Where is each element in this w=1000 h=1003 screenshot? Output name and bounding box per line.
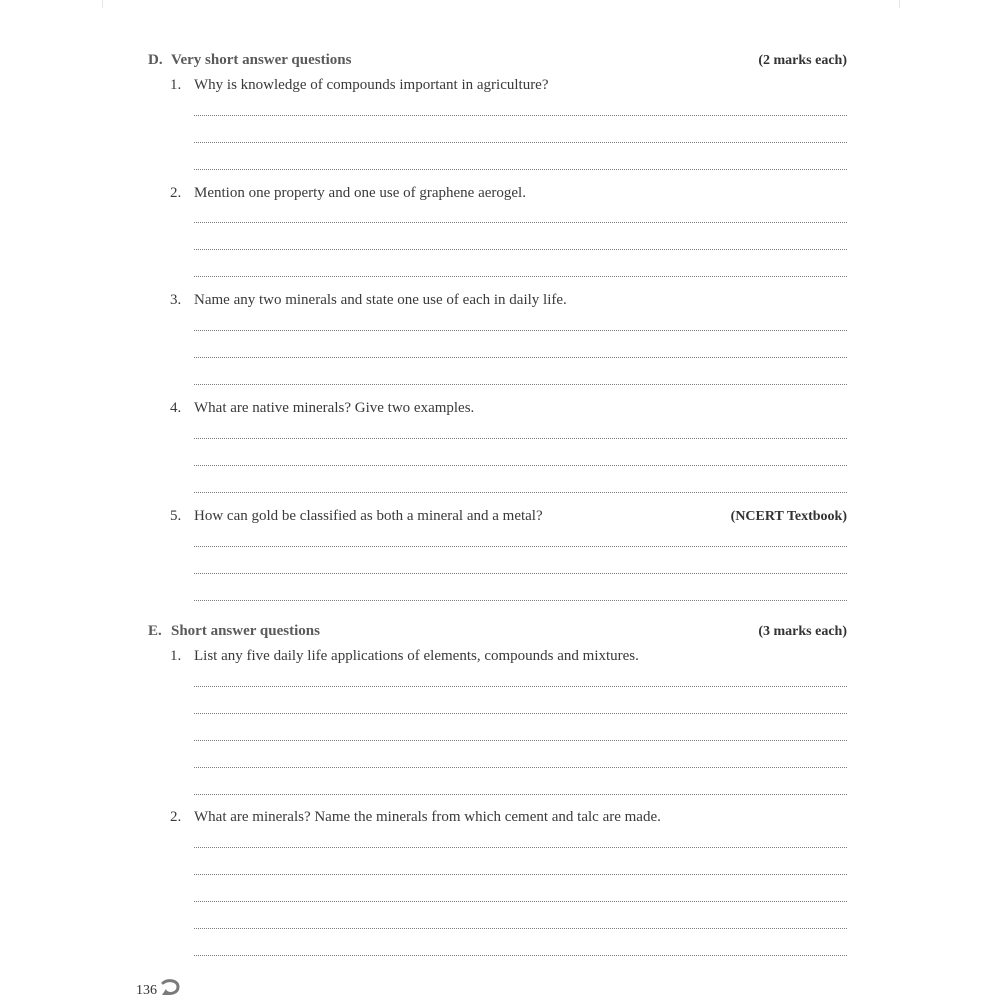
question-number: 2.	[170, 185, 182, 201]
answer-line[interactable]	[194, 740, 847, 741]
section-d-title-wrap	[148, 52, 351, 69]
answer-line[interactable]	[194, 115, 847, 116]
question-text: Name any two minerals and state one use of each in daily life.	[194, 292, 567, 308]
question-number: 1.	[170, 648, 182, 664]
question-e1-wrap	[170, 648, 639, 665]
question-d2	[170, 185, 847, 202]
section-e-title-wrap	[148, 623, 320, 640]
question-d4-wrap	[170, 400, 474, 417]
question-text: Why is knowledge of compounds important in agriculture?	[194, 77, 549, 93]
question-text: What are native minerals? Give two examples.	[194, 400, 475, 416]
section-e-marks: (3 marks each)	[758, 624, 847, 639]
question-text: What are minerals? Name the minerals from which cement and talc are made.	[194, 809, 661, 825]
question-text: How can gold be classified as both a mineral and a metal?	[194, 508, 543, 524]
section-e-header	[148, 623, 847, 640]
answer-line[interactable]	[194, 955, 847, 956]
question-e2-wrap	[170, 809, 661, 826]
question-number: 4.	[170, 400, 182, 416]
section-d-title: Very short answer questions	[171, 52, 352, 68]
question-d1	[170, 77, 847, 94]
question-number: 1.	[170, 77, 182, 93]
answer-line[interactable]	[194, 546, 847, 547]
answer-line[interactable]	[194, 492, 847, 493]
question-source: (NCERT Textbook)	[730, 509, 847, 524]
section-e-title: Short answer questions	[171, 623, 320, 639]
answer-line[interactable]	[194, 438, 847, 439]
section-e-letter: E.	[148, 623, 162, 639]
page-edge-marks	[102, 0, 900, 8]
question-number: 5.	[170, 508, 182, 524]
answer-line[interactable]	[194, 686, 847, 687]
page-number: 136	[136, 982, 157, 998]
answer-line[interactable]	[194, 901, 847, 902]
answer-line[interactable]	[194, 794, 847, 795]
answer-line[interactable]	[194, 249, 847, 250]
answer-line[interactable]	[194, 222, 847, 223]
question-d2-wrap	[170, 185, 526, 202]
question-d4	[170, 400, 847, 417]
answer-line[interactable]	[194, 847, 847, 848]
answer-line[interactable]	[194, 713, 847, 714]
answer-line[interactable]	[194, 573, 847, 574]
question-text: List any five daily life applications of elements, compounds and mixtures.	[194, 648, 639, 664]
question-d3-wrap	[170, 292, 567, 309]
answer-line[interactable]	[194, 330, 847, 331]
answer-line[interactable]	[194, 465, 847, 466]
question-d5-wrap	[170, 508, 543, 525]
answer-line[interactable]	[194, 600, 847, 601]
question-number: 2.	[170, 809, 182, 825]
question-d3	[170, 292, 847, 309]
answer-line[interactable]	[194, 767, 847, 768]
question-d1-wrap	[170, 77, 549, 94]
answer-line[interactable]	[194, 928, 847, 929]
answer-line[interactable]	[194, 142, 847, 143]
question-text: Mention one property and one use of graphene aerogel.	[194, 185, 526, 201]
question-e1	[170, 648, 847, 665]
section-d-marks: (2 marks each)	[758, 53, 847, 68]
answer-line[interactable]	[194, 169, 847, 170]
page-footer	[136, 978, 182, 1003]
section-d-header	[148, 52, 847, 69]
answer-line[interactable]	[194, 384, 847, 385]
question-d5	[170, 508, 847, 525]
question-e2	[170, 809, 847, 826]
answer-line[interactable]	[194, 874, 847, 875]
question-number: 3.	[170, 292, 182, 308]
section-d-letter: D.	[148, 52, 163, 68]
curled-arrow-icon	[160, 978, 182, 1003]
answer-line[interactable]	[194, 276, 847, 277]
answer-line[interactable]	[194, 357, 847, 358]
